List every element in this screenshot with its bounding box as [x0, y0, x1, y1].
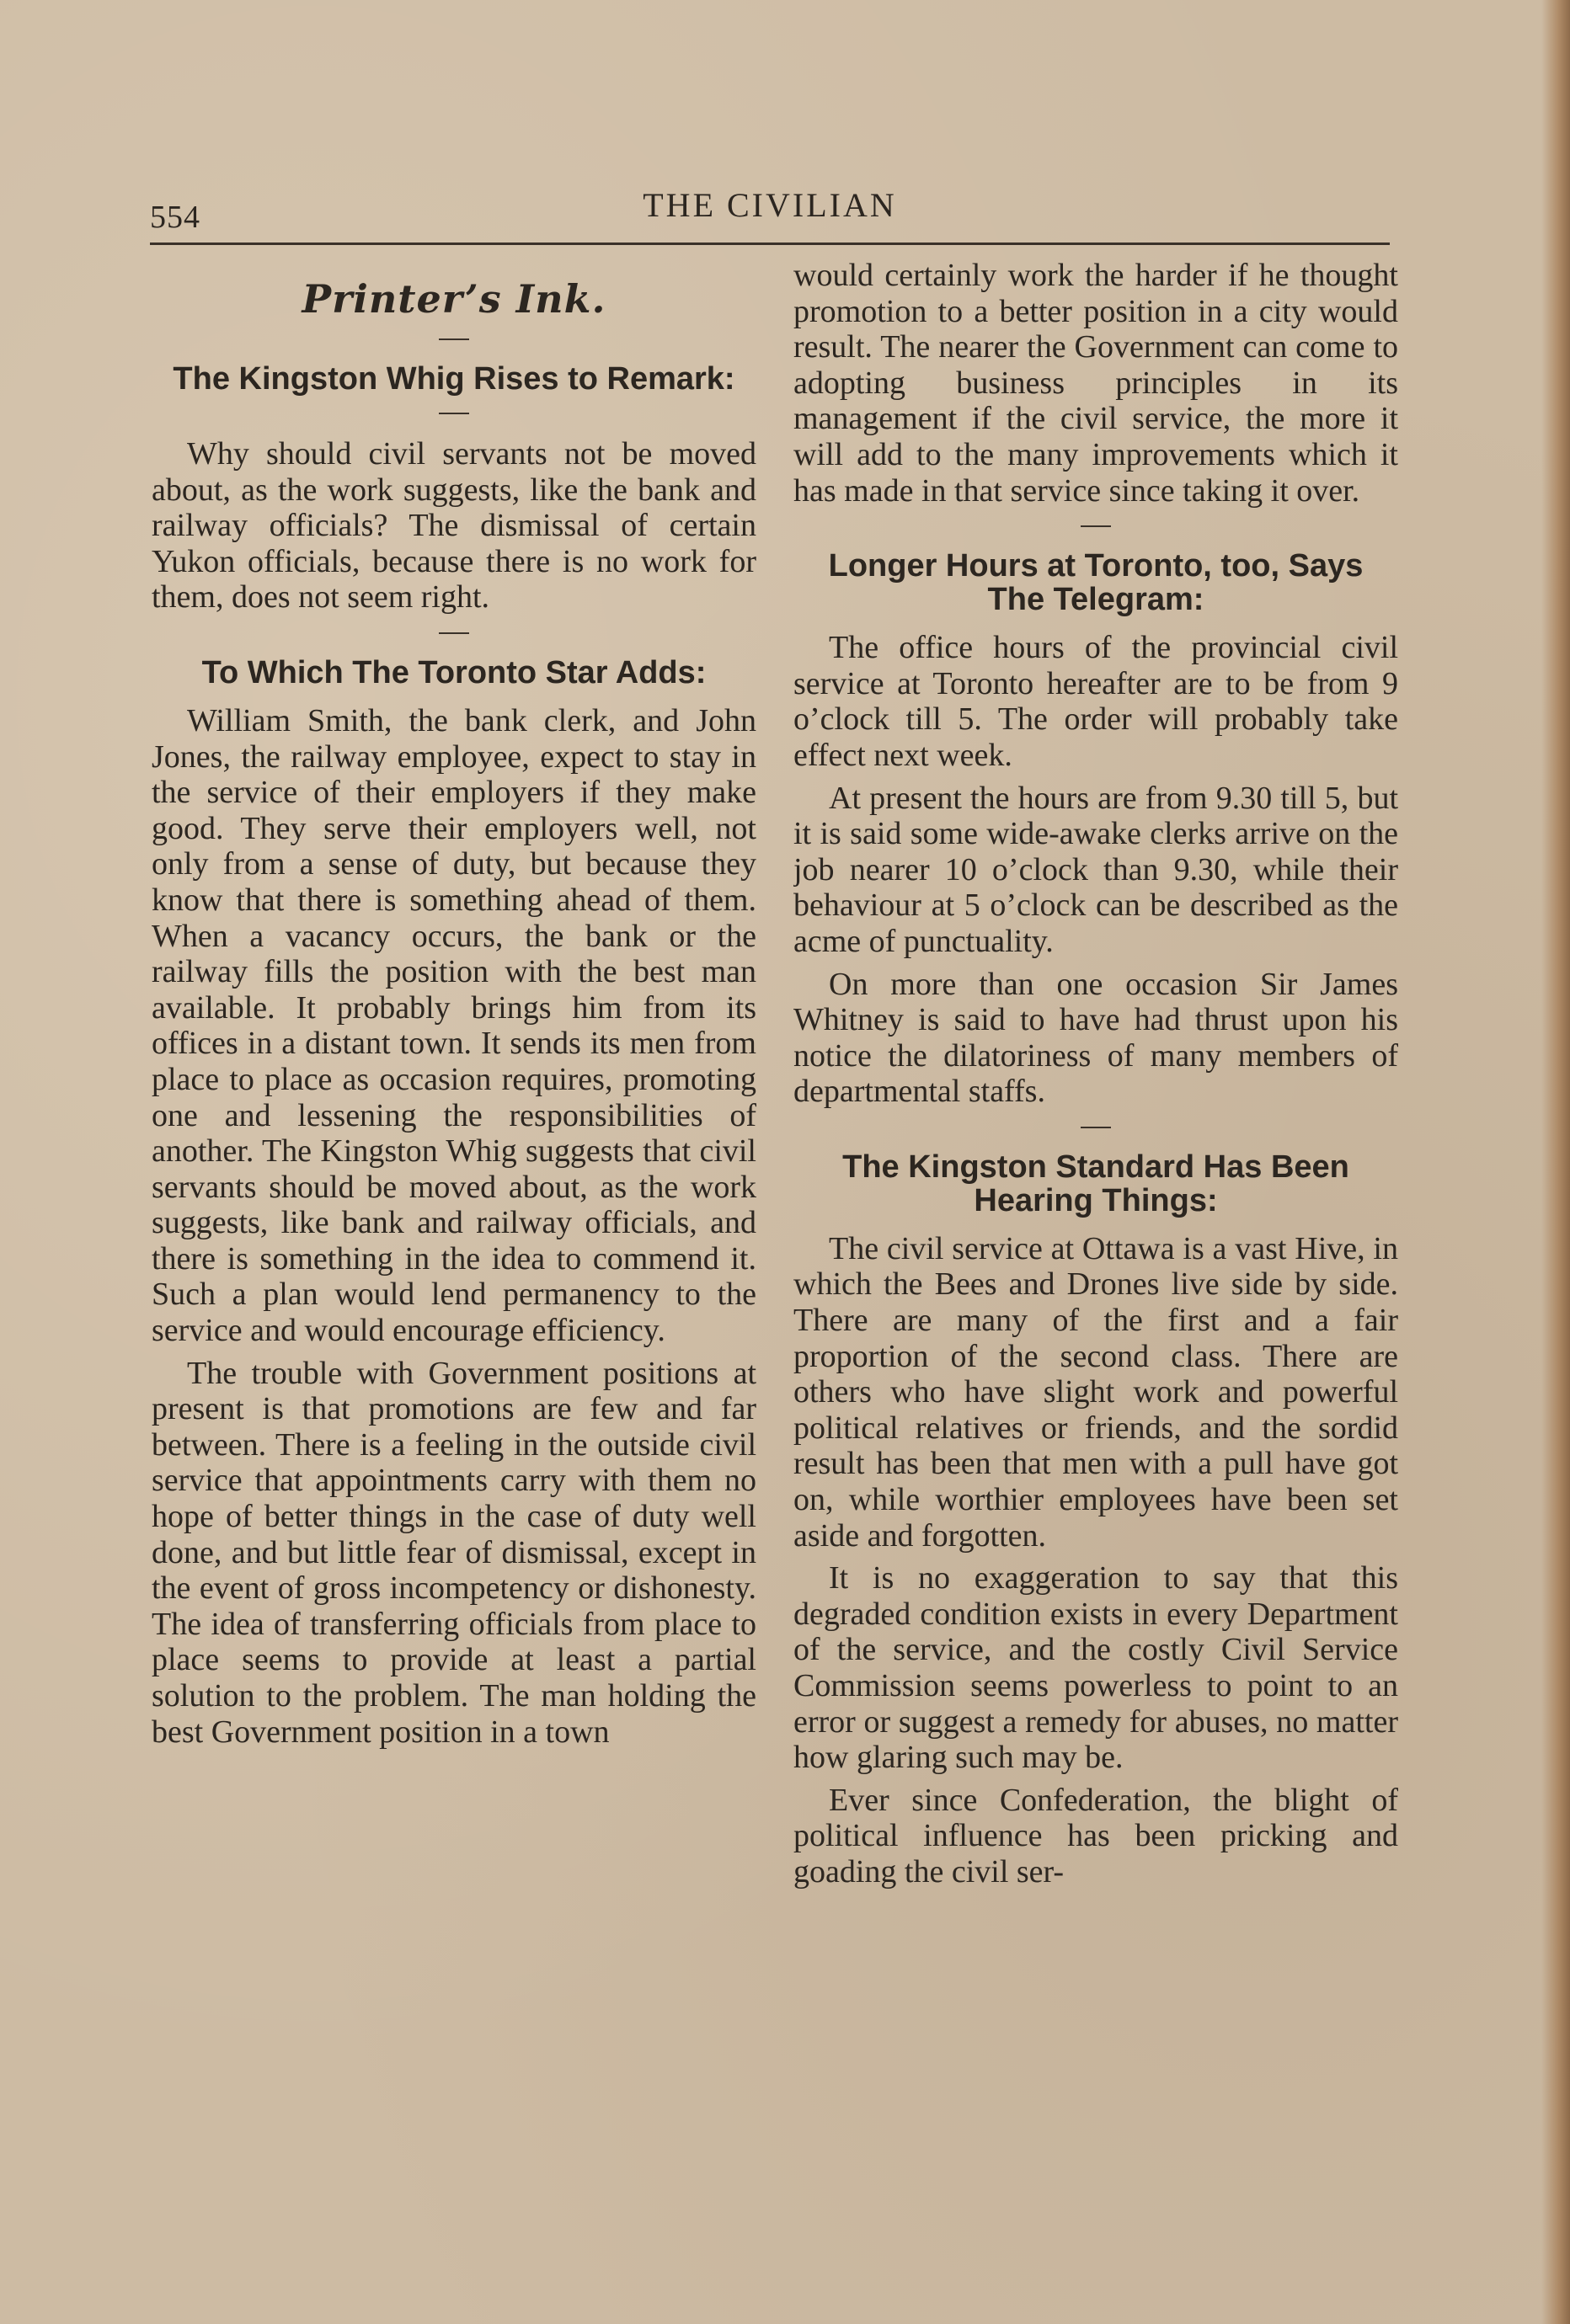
article-paragraph: William Smith, the bank clerk, and John Jones, the railway employee, expect to stay in the service of their employers if they make good. They serve their employers well, not only from a sense of duty, but because they know that there is something ahead of them. When a vacancy occurs, the bank or the railway fills the position with the best man available. It probably brings him from its offices in a distant town. It sends its men from place to place as occasion requires, promoting one and lessening the responsibilities of another. The Kingston Whig suggests that civil servants should be moved about, as the work suggests, like bank and railway officials, and there is something in the idea to commend it. Such a plan would lend permanency to the service and would encourage efficiency. [152, 702, 756, 1349]
page-number: 554 [150, 200, 200, 235]
article-paragraph: The office hours of the provincial civil service at Toronto hereafter are to be from 9 o’clock till 5. The order will probably take effect next week. [793, 630, 1398, 773]
article-paragraph: Ever since Confederation, the blight of political influence has been pricking and goading the civil ser- [793, 1782, 1398, 1890]
article-toronto-telegram [793, 549, 1398, 1110]
article-paragraph: At present the hours are from 9.30 till 5, but it is said some wide-awake clerks arrive on the job nearer 10 o’clock than 9.30, while their behaviour at 5 o’clock can be described as the acme of punctuality. [793, 780, 1398, 959]
article-kingston-standard [793, 1150, 1398, 1890]
page-header [150, 182, 1390, 241]
article-paragraph: It is no exaggeration to say that this degraded condition exists in every Department of the service, and the costly Civil Service Commission seems powerless to point to an error or suggest a remedy for abuses, no matter how glaring such may be. [793, 1560, 1398, 1776]
article-heading: To Which The Toronto Star Adds: [201, 654, 707, 690]
left-column [152, 258, 756, 2295]
header-rule [150, 243, 1390, 245]
article-toronto-star [152, 656, 756, 1750]
right-column [793, 258, 1398, 2295]
section-divider [439, 338, 469, 340]
article-paragraph: The civil service at Ottawa is a vast Hive, in which the Bees and Drones live side by side. There are many of the first and a fair proportion of the second class. There are others who have slight work and powerful political relatives or friends, and the sordid result has been that men with a pull have got on, while worthier employees have been set aside and forgotten. [793, 1230, 1398, 1554]
article-divider [1081, 1127, 1111, 1128]
article-paragraph: The trouble with Government positions at present is that promotions are few and far between. There is a feeling in the outside civil service that appointments carry with them no hope of better things in the case of duty well done, and but little fear of dismissal, except in the event of gross incompetency or dishonesty. The idea of transferring officials from place to place seems to provide at least a partial solution to the problem. The man holding the best Government position in a town [152, 1355, 756, 1750]
article-heading: Longer Hours at Toronto, too, Says The Telegram: [828, 548, 1364, 618]
article-kingston-whig [152, 362, 756, 616]
article-paragraph: On more than one occasion Sir James Whitney is said to have had thrust upon his notice the dilatoriness of many members of departmental staffs. [793, 966, 1398, 1110]
article-heading: The Kingston Standard Has Been Hearing Things: [842, 1149, 1349, 1218]
article-divider [439, 632, 469, 634]
article-paragraph: Why should civil servants not be moved about, as the work suggests, like the bank and railway officials? The dismissal of certain Yukon officials, because there is no work for them, does not seem right. [152, 436, 756, 616]
page-edge-shadow [1541, 0, 1570, 2324]
article-divider [1081, 525, 1111, 527]
article-divider [439, 413, 469, 414]
article-continuation: would certainly work the harder if he thought promotion to a better position in a city would result. The nearer the Government can come to adopting business principles in its management if the civil service, the more it will add to the many improvements which it has made in that service since taking it over. [793, 258, 1398, 509]
article-heading: The Kingston Whig Rises to Remark: [173, 361, 735, 397]
running-head: THE CIVILIAN [643, 186, 897, 224]
section-title: Printer’s Ink. [302, 276, 606, 322]
